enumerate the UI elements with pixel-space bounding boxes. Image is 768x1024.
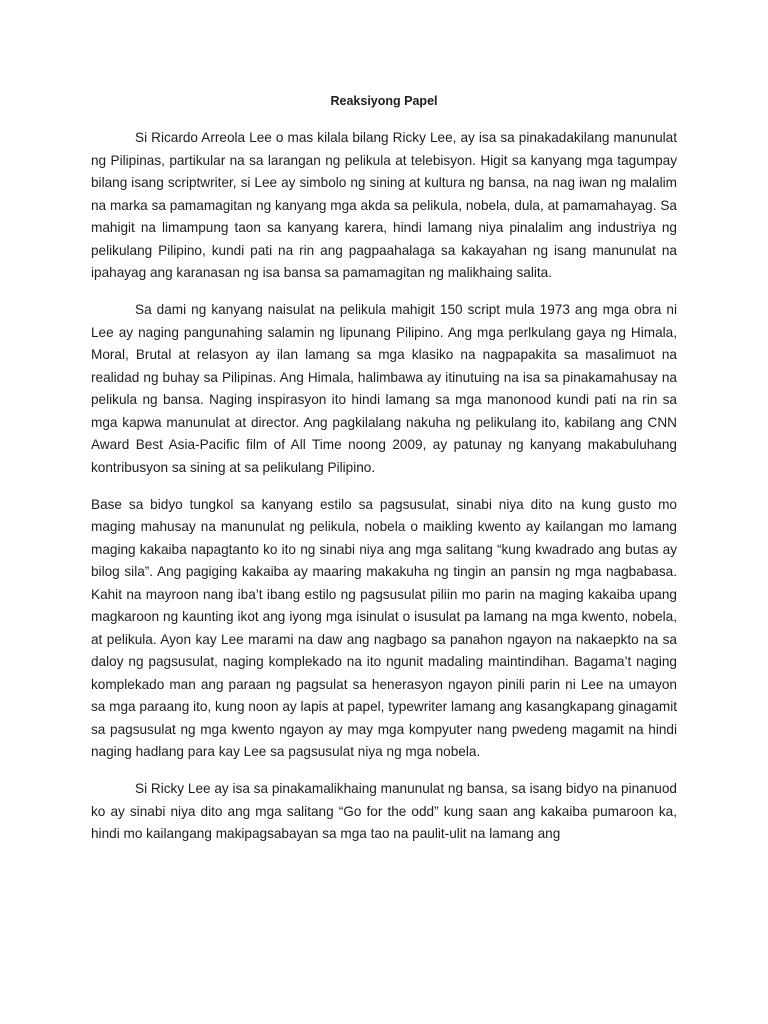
paragraph-1: Si Ricardo Arreola Lee o mas kilala bilang Ricky Lee, ay isa sa pinakadakilang manunulat ng Pilipinas, partikular na sa larangan ng pelikula at telebisyon. Higit sa kanyang mga tagumpay bilang isang scriptwriter, si Lee ay simbolo ng sining at kultura ng bansa, na nag iwan ng malalim na marka sa pamamagitan ng kanyang mga akda sa pelikula, nobela, dula, at pamamahayag. Sa mahigit na limampung taon sa kanyang karera, hindi lamang niya pinalalim ang industriya ng pelikulang Pilipino, kundi pati na rin ang pagpaahalaga sa kakayahan ng isang manunulat na ipahayag ang karanasan ng isa bansa sa pamamagitan ng malikhaing salita. [91,130,677,280]
document-body [91,127,677,860]
paragraph-3: Base sa bidyo tungkol sa kanyang estilo sa pagsusulat, sinabi niya dito na kung gusto mo maging mahusay na manunulat ng pelikula, nobela o maikling kwento ay kailangan mo lamang maging kakaiba napagtanto ko ito ng sinabi niya ang mga salitang “kung kwadrado ang butas ay bilog sila”. Ang pagiging kakaiba ay maaring makakuha ng tingin an pansin ng mga nagbabasa. Kahit na mayroon nang iba’t ibang estilo ng pagsusulat piliin mo parin na maging kakaiba upang magkaroon ng kaunting ikot ang iyong mga isinulat o isusulat pa lamang na mga kwento, nobela, at pelikula. Ayon kay Lee marami na daw ang nagbago sa panahon ngayon na nakaepkto na sa daloy ng pagsusulat, naging komplekado na ito ngunit madaling maintindihan. Bagama’t naging komplekado man ang paraan ng pagsulat sa henerasyon ngayon pinili parin ni Lee na umayon sa mga paraang ito, kung noon ay lapis at papel, typewriter lamang ang kasangkapang ginagamit sa pagsusulat ng mga kwento ngayon ay may mga kompyuter nang pwedeng magamit na hindi naging hadlang para kay Lee sa pagsusulat niya ng mga nobela. [91,496,677,759]
paragraph-2: Sa dami ng kanyang naisulat na pelikula mahigit 150 script mula 1973 ang mga obra ni Lee ay naging pangunahing salamin ng lipunang Pilipino. Ang mga perlkulang gaya ng Himala, Moral, Brutal at relasyon ay ilan lamang sa mga klasiko na nagpapakita sa masalimuot na realidad ng buhay sa Pilipinas. Ang Himala, halimbawa ay itinutuing na isa sa pinakamahusay na pelikula ng bansa. Naging inspirasyon ito hindi lamang sa mga manonood kundi pati na rin sa mga kapwa manunulat at director. Ang pagkilalang nakuha ng pelikulang ito, kabilang ang CNN Award Best Asia-Pacific film of All Time noong 2009, ay patunay ng kanyang makabuluhang kontribusyon sa sining at sa pelikulang Pilipino. [91,302,677,475]
paragraph-4: Si Ricky Lee ay isa sa pinakamalikhaing manunulat ng bansa, sa isang bidyo na pinanuod ko ay sinabi niya dito ang mga salitang “Go for the odd” kung saan ang kakaiba pumaroon ka, hindi mo kailangang makipagsabayan sa mga tao na paulit-ulit na lamang ang [91,781,677,841]
document-title: Reaksiyong Papel [330,94,438,108]
